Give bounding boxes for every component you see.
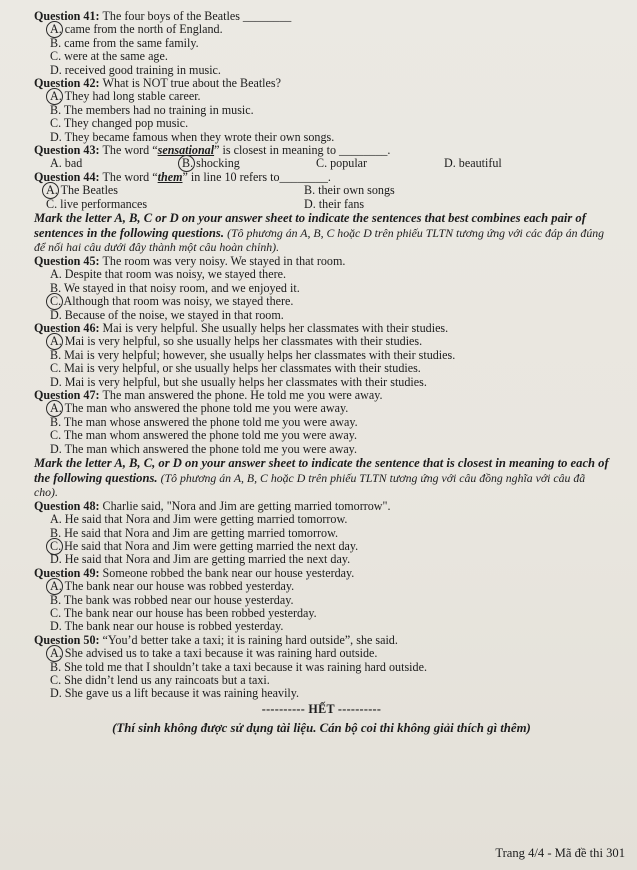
option-50-b: B. She told me that I shouldn’t take a taxi because it was raining hard outside. — [50, 659, 427, 674]
options-44-row2 — [34, 198, 609, 211]
option-46-b: B. Mai is very helpful; however, she usually helps her classmates with their studies. — [50, 347, 456, 362]
option-49-d: D. The bank near our house is robbed yesterday. — [50, 619, 284, 634]
option-47-c: C. The man whom answered the phone told me you were away. — [50, 428, 357, 443]
option-50-a: A. She advised us to take a taxi because it was raining hard outside. — [50, 646, 378, 661]
answer-mark: C — [50, 294, 59, 309]
option-42-a: A. They had long stable career. — [50, 89, 201, 104]
option-46-d: D. Mai is very helpful, but she usually helps her classmates with their studies. — [50, 374, 427, 389]
answer-mark: B — [182, 156, 191, 171]
option-47-d: D. The man which answered the phone told me you were away. — [50, 441, 357, 456]
option-48-b: B. He said that Nora and Jim are getting married tomorrow. — [50, 525, 339, 540]
option-42-b: B. The members had no training in music. — [50, 102, 254, 117]
option-44-d: D. their fans — [304, 196, 365, 211]
option-49-c: C. The bank near our house has been robbed yesterday. — [50, 606, 317, 620]
option-44-b: B. their own songs — [304, 183, 395, 198]
exam-note: (Thí sinh không được sử dụng tài liệu. Cán bộ coi thi không giải thích gì thêm) — [112, 721, 531, 736]
question-46: Question 46: Mai is very helpful. She usually helps her classmates with their studies. — [34, 320, 449, 335]
keyword: them — [157, 169, 183, 184]
instruction-combine: Mark the letter A, B, C or D on your answer sheet to indicate the sentences that best combines each pair of sentences in the following questions. (Tô phương án A, B, C hoặc D trên phiếu TLTN tương ứng với các đáp án đúng để nối hai câu dưới đây thành một câu hoàn chỉnh). — [34, 211, 605, 255]
option-44-a: A. The Beatles — [46, 183, 118, 198]
option-45-d: D. Because of the noise, we stayed in that room. — [50, 307, 284, 322]
option-43-c: C. popular — [316, 156, 368, 171]
option-41-c: C. were at the same age. — [50, 49, 168, 64]
option-43-a: A. bad — [50, 156, 83, 171]
question-48: Question 48: Charlie said, "Nora and Jim are getting married tomorrow". — [34, 498, 391, 513]
option-41-d: D. received good training in music. — [50, 62, 221, 77]
option-43-b: B. shocking — [182, 156, 240, 171]
question-50: Question 50: “You’d better take a taxi; it is raining hard outside”, she said. — [34, 632, 398, 647]
option-50-c: C. She didn’t lend us any raincoats but a taxi. — [50, 673, 270, 688]
option-50-d: D. She gave us a lift because it was raining heavily. — [50, 686, 300, 701]
question-44: Question 44: The word “them” in line 10 refers to________. — [34, 169, 331, 184]
end-mark: ---------- HẾT ---------- — [261, 701, 382, 716]
question-41: Question 41: The four boys of the Beatles ________ — [34, 9, 292, 23]
option-47-b: B. The man whose answered the phone told me you were away. — [50, 414, 358, 429]
option-45-b: B. We stayed in that noisy room, and we enjoyed it. — [50, 280, 300, 295]
question-43: Question 43: The word “sensational” is closest in meaning to ________. — [34, 143, 391, 158]
question-45: Question 45: The room was very noisy. We stayed in that room. — [34, 253, 346, 268]
instruction-closest-meaning: Mark the letter A, B, C, or D on your answer sheet to indicate the sentence that is closest in meaning to each of the following questions. (Tô phương án A, B, C hoặc D trên phiếu TLTN tương ứng với câu đồng nghĩa với câu đã cho). — [34, 455, 609, 500]
option-49-a: A. The bank near our house was robbed yesterday. — [50, 579, 295, 594]
option-46-c: C. Mai is very helpful, or she usually helps her classmates with their studies. — [50, 361, 421, 376]
answer-mark: A — [50, 579, 59, 594]
question-49: Question 49: Someone robbed the bank near our house yesterday. — [34, 565, 355, 580]
answer-mark: C — [50, 538, 59, 553]
option-48-a: A. He said that Nora and Jim were getting married tomorrow. — [50, 512, 348, 527]
option-48-c: C. He said that Nora and Jim were getting married the next day. — [50, 538, 359, 553]
answer-mark: A — [50, 334, 59, 349]
option-45-c: C. Although that room was noisy, we stayed there. — [50, 294, 294, 309]
option-46-a: A. Mai is very helpful, so she usually helps her classmates with their studies. — [50, 334, 423, 349]
option-45-a: A. Despite that room was noisy, we stayed there. — [50, 267, 286, 282]
question-42: Question 42: What is NOT true about the Beatles? — [34, 76, 281, 91]
answer-mark: A — [50, 401, 59, 416]
options-44-row1 — [34, 184, 609, 197]
option-43-d: D. beautiful — [444, 156, 502, 171]
answer-mark: A — [50, 646, 59, 661]
option-49-b: B. The bank was robbed near our house yesterday. — [50, 592, 294, 607]
answer-mark: A — [46, 183, 55, 198]
option-41-a: A. came from the north of England. — [50, 22, 223, 37]
option-44-c: C. live performances — [46, 196, 148, 211]
option-41-b: B. came from the same family. — [50, 35, 199, 50]
option-42-d: D. They became famous when they wrote their own songs. — [50, 129, 335, 144]
answer-mark: A — [50, 22, 59, 37]
question-47: Question 47: The man answered the phone. He told me you were away. — [34, 387, 383, 402]
answer-mark: A — [50, 89, 59, 104]
option-42-c: C. They changed pop music. — [50, 116, 189, 131]
options-43 — [34, 157, 609, 170]
page-footer: Trang 4/4 - Mã đề thi 301 — [495, 845, 625, 860]
option-48-d: D. He said that Nora and Jim are getting married the next day. — [50, 552, 351, 567]
option-47-a: A. The man who answered the phone told me you were away. — [50, 401, 349, 416]
keyword: sensational — [157, 143, 215, 158]
